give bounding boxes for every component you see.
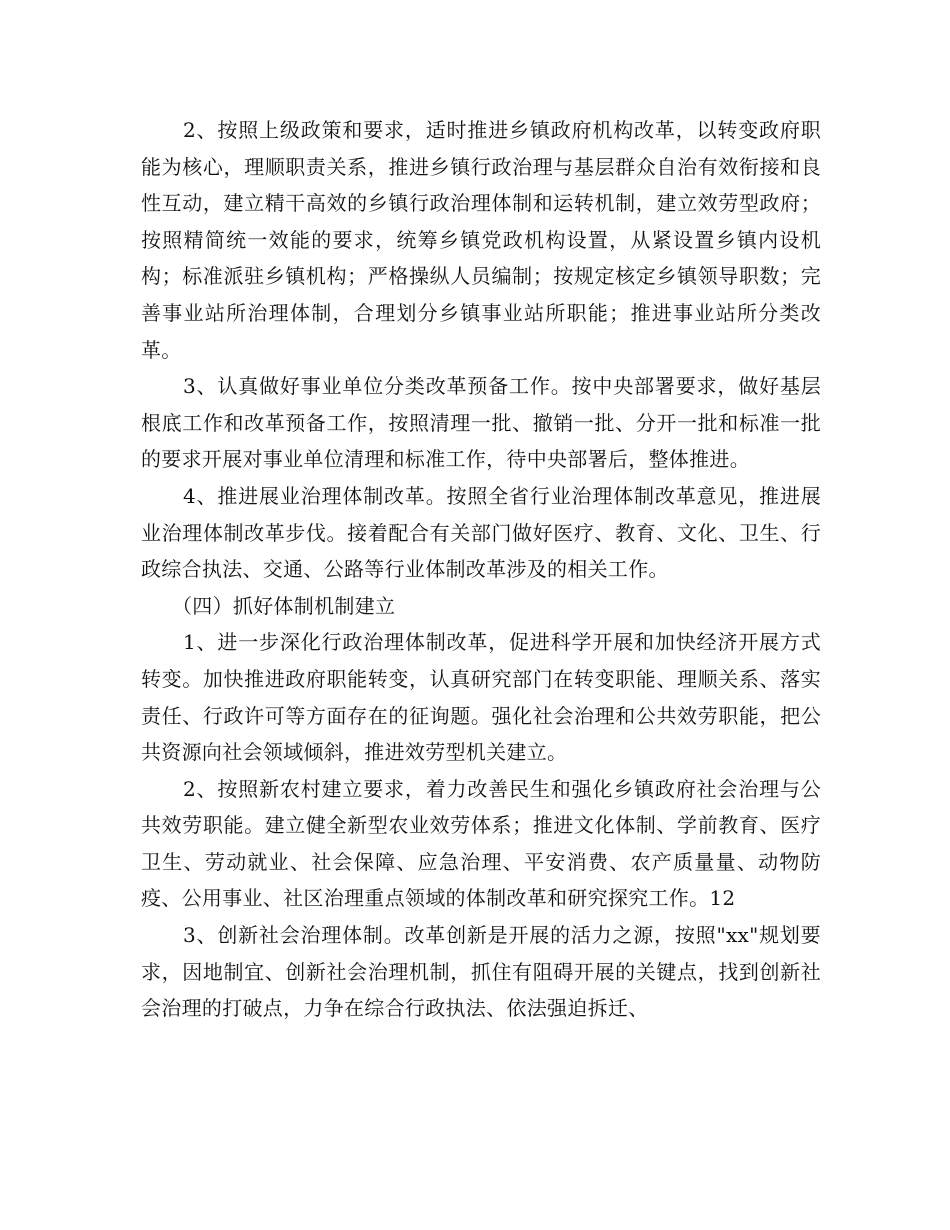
paragraph-item-2-township-reform: 2、按照上级政策和要求，适时推进乡镇政府机构改革，以转变政府职能为核心，理顺职责关系，推进乡镇行政治理与基层群众自治有效衔接和良性互动，建立精干高效的乡镇行政治理体制和运转机制，建立效劳型政府；按照精简统一效能的要求，统筹乡镇党政机构设置，从紧设置乡镇内设机构；标准派驻乡镇机构；严格操纵人员编制；按规定核定乡镇领导职数；完善事业站所治理体制，合理划分乡镇事业站所职能；推进事业站所分类改革。 <box>141 118 821 362</box>
section-heading: （四）抓好体制机制建立 <box>172 593 396 618</box>
document-body <box>141 112 821 1027</box>
paragraph-item-3-public-institution-reform: 3、认真做好事业单位分类改革预备工作。按中央部署要求，做好基层根底工作和改革预备工作，按照清理一批、撤销一批、分开一批和标准一批的要求开展对事业单位清理和标准工作，待中央部署后，整体推进。 <box>141 374 821 472</box>
paragraph-item-3-social-governance-innovation: 3、创新社会治理体制。改革创新是开展的活力之源，按照"xx"规划要求，因地制宜、创新社会治理机制，抓住有阻碍开展的关键点，找到创新社会治理的打破点，力争在综合行政执法、依法强迫拆迁、 <box>141 923 821 1021</box>
paragraph-item-2-new-rural-construction: 2、按照新农村建立要求，着力改善民生和强化乡镇政府社会治理与公共效劳职能。建立健全新型农业效劳体系；推进文化体制、学前教育、医疗卫生、劳动就业、社会保障、应急治理、平安消费、农产质量量、动物防疫、公用事业、社区治理重点领域的体制改革和研究探究工作。12 <box>141 776 821 911</box>
paragraph-item-4-industry-governance: 4、推进展业治理体制改革。按照全省行业治理体制改革意见，推进展业治理体制改革步伐。接着配合有关部门做好医疗、教育、文化、卫生、行政综合执法、交通、公路等行业体制改革涉及的相关工作。 <box>141 483 821 582</box>
paragraph-item-1-administrative-reform: 1、进一步深化行政治理体制改革，促进科学开展和加快经济开展方式转变。加快推进政府职能转变，认真研究部门在转变职能、理顺关系、落实责任、行政许可等方面存在的征询题。强化社会治理和公共效劳职能，把公共资源向社会领域倾斜，推进效劳型机关建立。 <box>141 630 821 765</box>
